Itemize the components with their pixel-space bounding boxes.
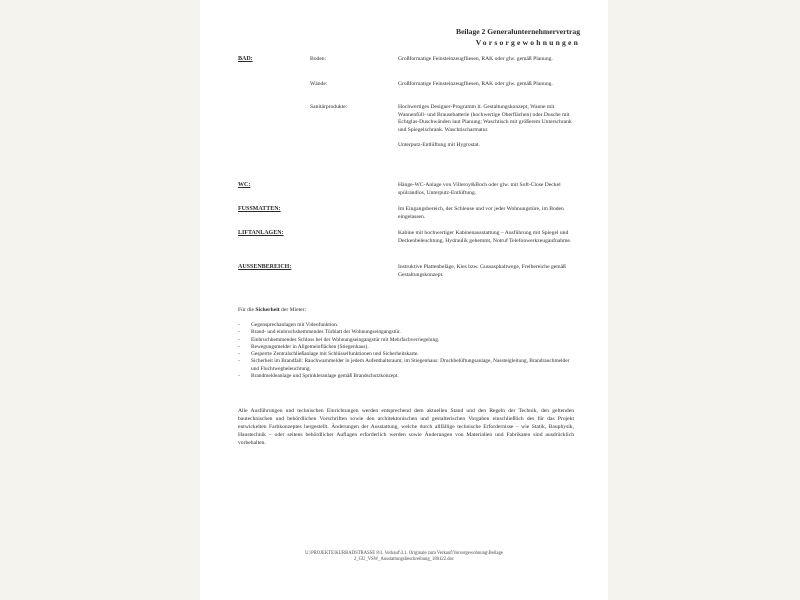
closing-paragraph: Alle Ausführungen und technischen Einrichtungen werden entsprechend dem aktuellen Stand und den Regeln der Technik, den geltenden bautechnischen und behördlichen Vorschriften sowie den architektonischen und gestalterischen Vorgaben einschließlich des für das Projekt entwickelten Farbkonzeptes hergestellt. Änderungen der Ausstattung, welche durch allfällige technische Erfordernisse – wie Statik, Bauphysik, Haustechnik – oder seitens behördlicher Auflagen erforderlich werden sowie Änderungen von Materialien und Fabrikaten sind ausdrücklich vorbehalten. bbox=[238, 408, 574, 446]
list-item: - Sicherheit im Brandfall: Rauchwarnmelder in jedem Aufenthaltsraum; im Stiegenhaus: Druckbelüftungsanlage, Nassteigleitung, Brandrauchmelder und Fluchtwegbeleuchtung. bbox=[238, 358, 578, 373]
section-title-liftanlagen: LIFTANLAGEN: bbox=[238, 230, 284, 236]
section-title-aussenbereich: AUSSENBEREICH: bbox=[238, 264, 292, 270]
text-liftanlagen: Kabine mit hochwertiger Kabinenausstattung – Ausführung mit Spiegel und Deckenbeleuchtung, Hydraulik gehemmt, Notruf Telefonwerkzeugaufnahme. bbox=[398, 230, 572, 244]
text-waende: Großformatige Feinsteinzeugfliesen, RAK oder glw. gemäß Planung. bbox=[398, 81, 553, 87]
text-sanitaerprodukte bbox=[398, 104, 576, 150]
text-fussmatten: Im Eingangsbereich, der Schleuse und vor jeder Wohnungstüre, im Boden eingelassen. bbox=[398, 206, 564, 220]
footer-path-line1: U:\PROJEKTE\KURBADSTRASSE 8\3. Verkauf\3.1. Originale zum Verkauf\Vorsorgewohnung\Beilage bbox=[305, 551, 503, 556]
file-path-footer bbox=[200, 551, 608, 564]
text-sanitaer-entlueftung: Unterputz-Entlüftung mit Hygrostat. bbox=[398, 141, 480, 148]
list-item: - Einbruchhemmendes Schloss bei der Wohnungseingangstür mit Mehrfachverriegelung. bbox=[238, 337, 578, 344]
list-item: - Bewegungsmelder in Allgemeinflächen (Stiegenhaus). bbox=[238, 344, 578, 351]
header-subtitle: Vorsorgewohnungen bbox=[475, 38, 580, 47]
text-wc: Hänge-WC-Anlage von Villeroy&Boch oder glw. mit Soft-Close Deckel spülrandlos, Unterputz-Entlüftung. bbox=[398, 182, 561, 196]
list-item: - Brand- und einbruchshemmendes Türblatt der Wohnungseingangstür. bbox=[238, 329, 578, 336]
document-page bbox=[200, 0, 608, 600]
list-item: - Gegensprechanlagen mit Videofunktion. bbox=[238, 322, 578, 329]
label-boden: Boden: bbox=[310, 56, 327, 62]
list-item: - Gesperrte Zentralschließanlage mit Schlüsselfunktionen und Sicherheitskarte. bbox=[238, 351, 578, 358]
security-list bbox=[238, 322, 578, 380]
text-boden: Großformatige Feinsteinzeugfliesen, RAK oder glw. gemäß Planung. bbox=[398, 56, 553, 62]
document-header bbox=[456, 26, 580, 48]
section-title-fussmatten: FUSSMATTEN: bbox=[238, 206, 281, 212]
text-sanitaer-main: Hochwertiges Designer-Programm lt. Gestaltungskonzept, Wanne mit Wannenfüll- und Brausebatterie (hochwertige Oberflächen) oder Dusche mit Echtglas-Duschwänden laut Planung; Waschtisch mit größerem Unterschrank und Spiegelschrank. Waschtischarmatur. bbox=[398, 104, 572, 133]
list-item: - Brandmeldeanlage und Sprinkleranlage gemäß Brandschutzkonzept. bbox=[238, 373, 578, 380]
header-contract-title: Beilage 2 Generalunternehmervertrag bbox=[456, 27, 580, 36]
section-title-bad: BAD: bbox=[238, 56, 253, 62]
security-intro bbox=[238, 307, 306, 313]
label-sanitaerprodukte: Sanitärprodukte: bbox=[310, 104, 348, 110]
label-waende: Wände: bbox=[310, 81, 328, 87]
section-title-wc: WC: bbox=[238, 182, 251, 188]
security-intro-post: der Mieter: bbox=[279, 307, 307, 313]
security-intro-bold: Sicherheit bbox=[255, 307, 280, 313]
security-intro-pre: Für die bbox=[238, 307, 256, 313]
footer-path-line2: 2_GU_VSW_Ausstattungsbeschreibung_180122.doc bbox=[353, 557, 455, 563]
text-aussenbereich: Instruktive Plattenbeläge, Kies bzw. Gussasphaltwege, Freibereiche gemäß Gestaltungskonzept. bbox=[398, 264, 566, 278]
